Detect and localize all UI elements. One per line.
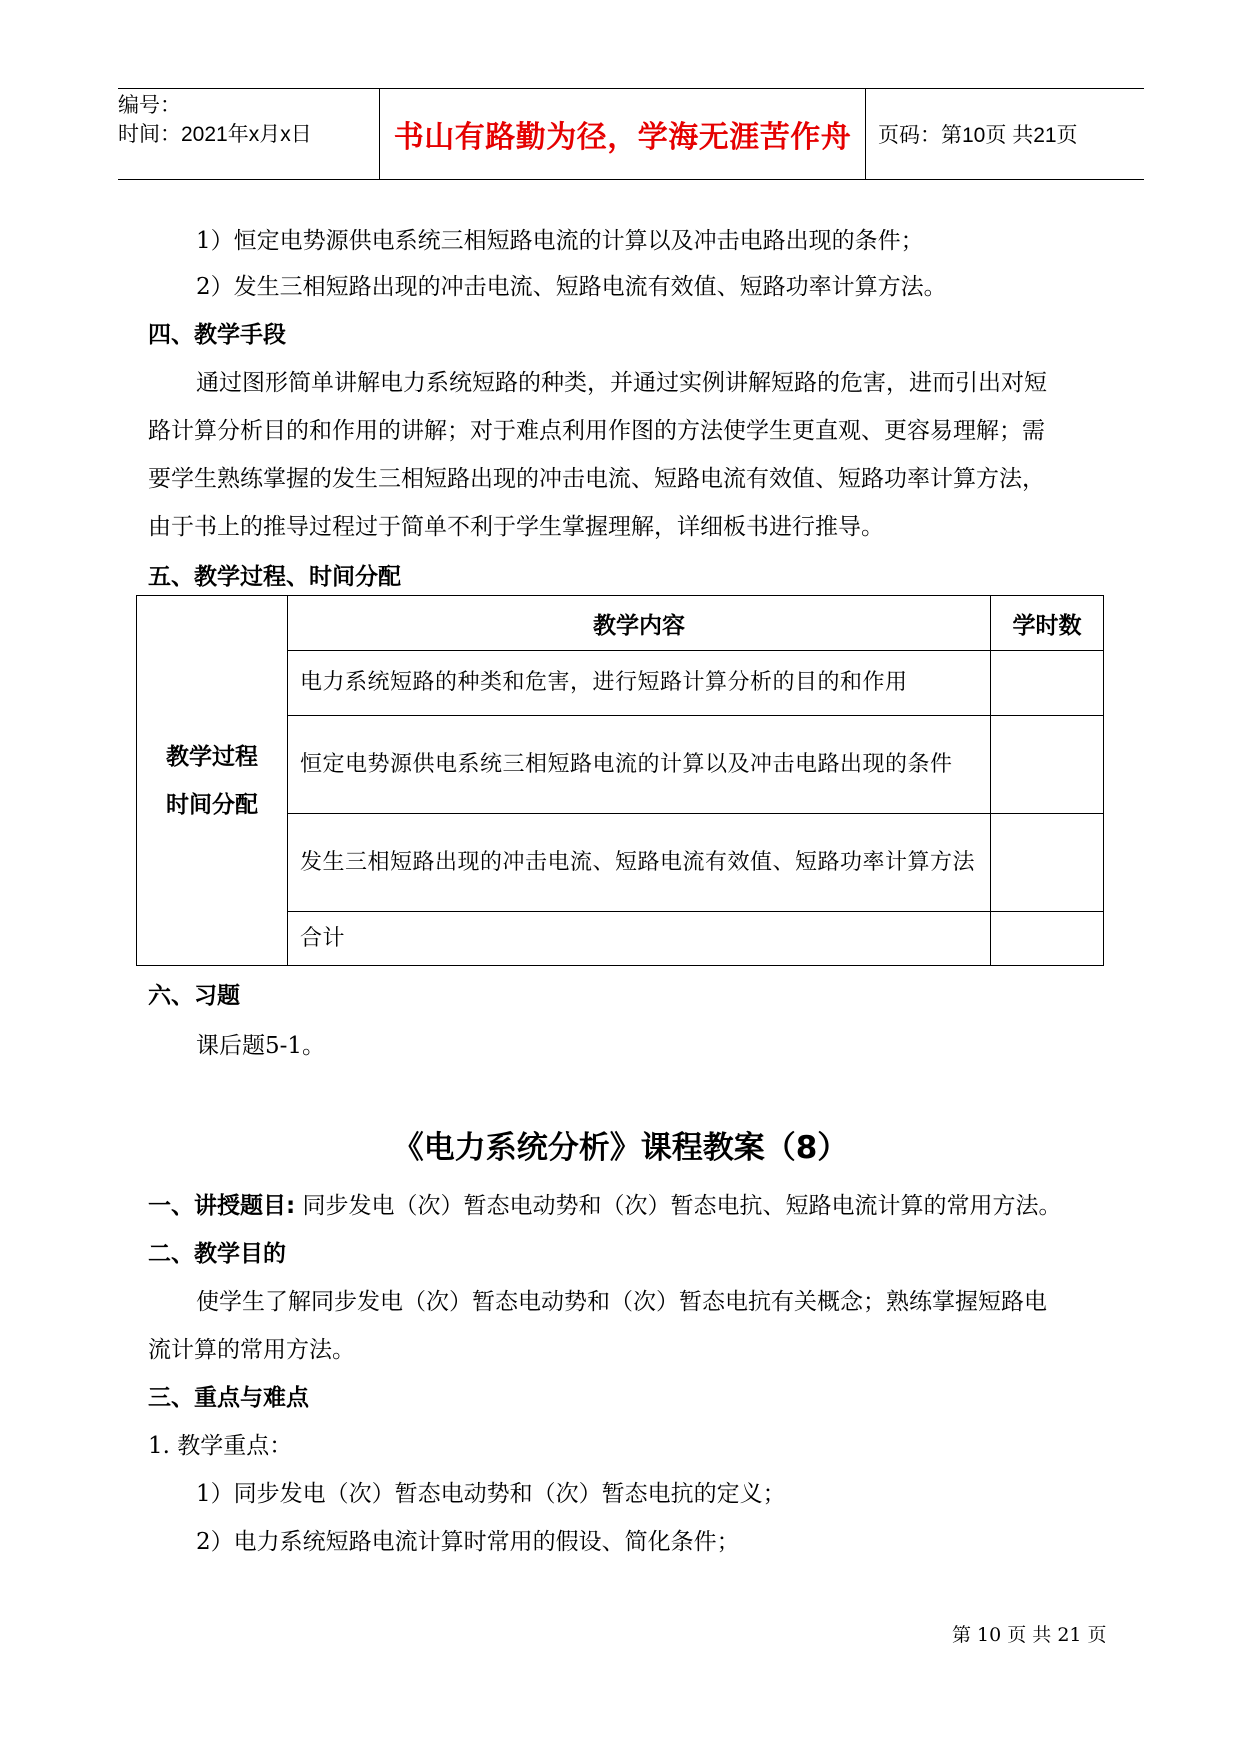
header-meta — [118, 89, 379, 179]
topic-text: 同步发电（次）暂态电动势和（次）暂态电抗、短路电流计算的常用方法。 — [302, 1193, 1062, 1219]
section-6-text: 课后题5-1。 — [196, 1033, 326, 1059]
topic-line — [148, 1187, 1062, 1220]
key-subheading: 1. 教学重点： — [148, 1433, 293, 1459]
page-header — [118, 88, 1144, 180]
section-6-title: 六、习题 — [148, 983, 240, 1009]
goal-line-2: 流计算的常用方法。 — [148, 1337, 355, 1363]
page-footer: 第 10 页 共 21 页 — [952, 1624, 1107, 1646]
col-header-content: 教学内容 — [288, 596, 991, 651]
section-4-line-3: 要学生熟练掌握的发生三相短路出现的冲击电流、短路电流有效值、短路功率计算方法， — [148, 466, 1045, 492]
header-number-label: 编号： — [118, 94, 181, 117]
table-cell-content: 电力系统短路的种类和危害，进行短路计算分析的目的和作用 — [288, 651, 991, 716]
table-cell-hours — [991, 912, 1104, 966]
goal-line-1: 使学生了解同步发电（次）暂态电动势和（次）暂态电抗有关概念；熟练掌握短路电 — [196, 1289, 1047, 1315]
table-cell-hours — [991, 651, 1104, 716]
header-time-label: 时间：2021年x月x日 — [118, 123, 312, 146]
row-header-line-2: 时间分配 — [166, 791, 258, 818]
key-title: 三、重点与难点 — [148, 1385, 309, 1411]
section-4-line-1: 通过图形简单讲解电力系统短路的种类，并通过实例讲解短路的危害，进而引出对短 — [196, 370, 1047, 396]
row-header-line-1: 教学过程 — [166, 743, 258, 770]
section-4-title: 四、教学手段 — [148, 322, 286, 348]
table-cell-hours — [991, 716, 1104, 814]
key-item-1: 1）同步发电（次）暂态电动势和（次）暂态电抗的定义； — [196, 1481, 786, 1507]
header-page-info: 页码：第10页 共21页 — [878, 124, 1078, 147]
course-title: 《电力系统分析》课程教案（8） — [392, 1130, 849, 1166]
key-item-2: 2）电力系统短路电流计算时常用的假设、简化条件； — [196, 1529, 740, 1555]
schedule-table — [136, 595, 1104, 966]
table-cell-content: 恒定电势源供电系统三相短路电流的计算以及冲击电路出现的条件 — [288, 716, 991, 814]
topic-label: 一、讲授题目: — [148, 1193, 296, 1219]
table-row-header — [137, 596, 288, 966]
section-5-title: 五、教学过程、时间分配 — [148, 564, 401, 590]
item-1: 1）恒定电势源供电系统三相短路电流的计算以及冲击电路出现的条件； — [196, 228, 924, 254]
table-cell-hours — [991, 814, 1104, 912]
header-motto: 书山有路勤为径，学海无涯苦作舟 — [379, 89, 866, 179]
item-2: 2）发生三相短路出现的冲击电流、短路电流有效值、短路功率计算方法。 — [196, 274, 947, 300]
goal-title: 二、教学目的 — [148, 1241, 286, 1267]
section-4-line-2: 路计算分析目的和作用的讲解；对于难点利用作图的方法使学生更直观、更容易理解；需 — [148, 418, 1045, 444]
section-4-line-4: 由于书上的推导过程过于简单不利于学生掌握理解，详细板书进行推导。 — [148, 514, 884, 540]
col-header-hours: 学时数 — [991, 596, 1104, 651]
table-header-row — [137, 596, 1104, 651]
table-cell-content: 发生三相短路出现的冲击电流、短路电流有效值、短路功率计算方法 — [288, 814, 991, 912]
table-cell-content: 合计 — [288, 912, 991, 966]
